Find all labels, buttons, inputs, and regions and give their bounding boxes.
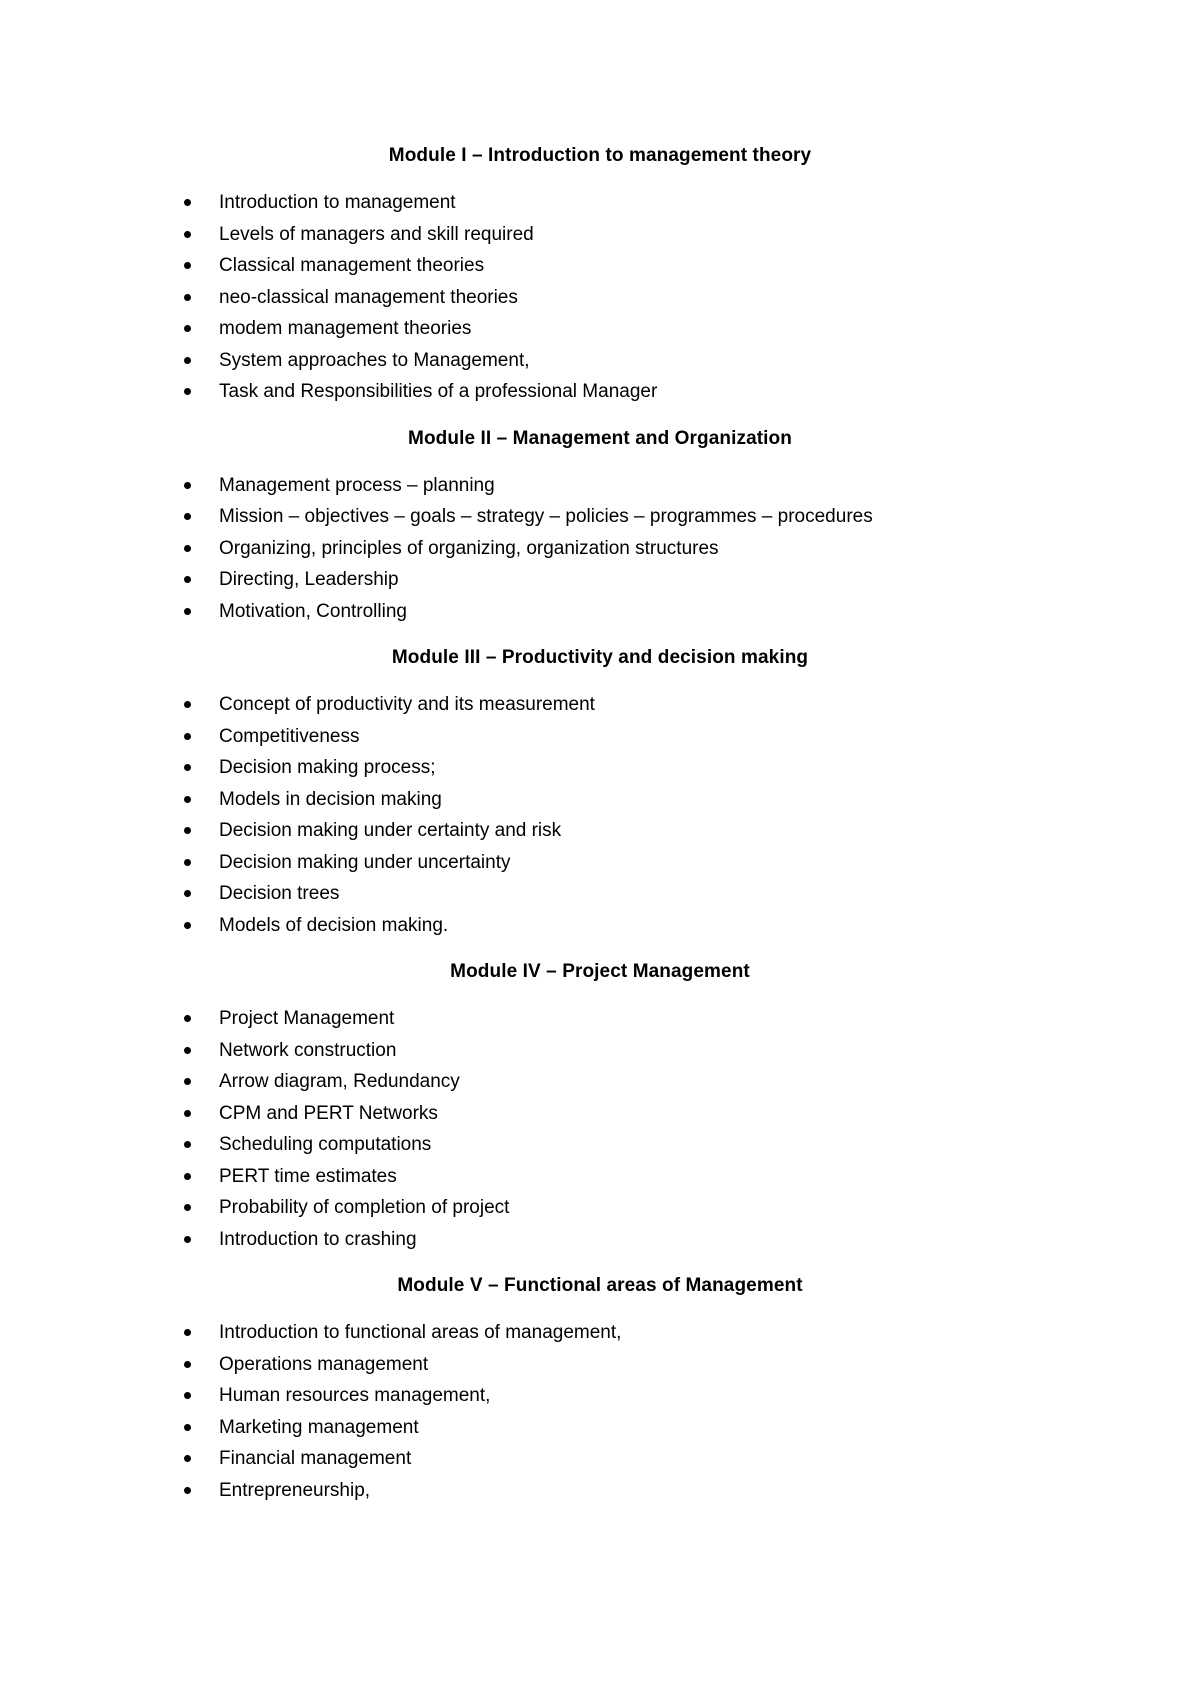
bullet-icon [184, 576, 191, 583]
list-item-text: Motivation, Controlling [219, 600, 407, 622]
list-item-text: Models of decision making. [219, 914, 449, 936]
list-item [0, 1070, 1200, 1102]
bullet-icon [184, 388, 191, 395]
list-item-text: Scheduling computations [219, 1134, 432, 1155]
list-item [0, 191, 1200, 223]
list-item-text: Models in decision making [219, 788, 442, 810]
list-item-text: Entrepreneurship, [219, 1479, 371, 1501]
list-item-text: Decision making under uncertainty [219, 851, 511, 873]
list-item [0, 568, 1200, 600]
bullet-icon [184, 796, 191, 803]
list-item-text: Decision making process; [219, 757, 436, 778]
list-item [0, 882, 1200, 914]
module-section [0, 960, 1200, 1259]
list-item [0, 1228, 1200, 1260]
list-item-text: Directing, Leadership [219, 569, 399, 590]
list-item [0, 254, 1200, 286]
list-item [0, 380, 1200, 412]
bullet-icon [184, 1204, 191, 1211]
list-item-text: Task and Responsibilities of a professional Manager [219, 381, 658, 402]
module-section [0, 1274, 1200, 1510]
bullet-icon [184, 1047, 191, 1054]
bullet-icon [184, 294, 191, 301]
list-item-text: Introduction to crashing [219, 1228, 417, 1250]
list-item [0, 725, 1200, 757]
list-item-text: Management process – planning [219, 474, 495, 496]
bullet-icon [184, 1361, 191, 1368]
bullet-icon [184, 827, 191, 834]
bullet-icon [184, 1455, 191, 1462]
module-section [0, 144, 1200, 412]
list-item-text: Decision trees [219, 883, 340, 904]
bullet-icon [184, 1141, 191, 1148]
list-item-text: PERT time estimates [219, 1165, 397, 1187]
bullet-icon [184, 608, 191, 615]
list-item [0, 600, 1200, 632]
list-item [0, 1102, 1200, 1134]
bullet-icon [184, 859, 191, 866]
list-item-text: Levels of managers and skill required [219, 223, 534, 245]
list-item [0, 537, 1200, 569]
bullet-icon [184, 1173, 191, 1180]
list-item [0, 317, 1200, 349]
bullet-icon [184, 733, 191, 740]
bullet-icon [184, 1078, 191, 1085]
bullet-icon [184, 1329, 191, 1336]
list-item [0, 693, 1200, 725]
bullet-icon [184, 545, 191, 552]
bullet-icon [184, 1236, 191, 1243]
bullet-icon [184, 262, 191, 269]
syllabus-content [0, 144, 1200, 1510]
bullet-icon [184, 199, 191, 206]
list-item [0, 788, 1200, 820]
list-item-text: Mission – objectives – goals – strategy – policies – programmes – procedures [219, 506, 873, 527]
list-item-text: Probability of completion of project [219, 1197, 510, 1218]
list-item [0, 349, 1200, 381]
list-item-text: Organizing, principles of organizing, organization structures [219, 537, 719, 559]
list-item-text: Human resources management, [219, 1385, 491, 1406]
list-item [0, 1039, 1200, 1071]
list-item [0, 1353, 1200, 1385]
list-item [0, 756, 1200, 788]
list-item [0, 1321, 1200, 1353]
topic-list [0, 1321, 1200, 1510]
list-item-text: Competitiveness [219, 725, 360, 747]
list-item [0, 819, 1200, 851]
list-item [0, 1479, 1200, 1511]
list-item [0, 1007, 1200, 1039]
list-item-text: Marketing management [219, 1416, 419, 1438]
topic-list [0, 474, 1200, 632]
bullet-icon [184, 325, 191, 332]
list-item-text: Operations management [219, 1353, 429, 1375]
list-item [0, 505, 1200, 537]
bullet-icon [184, 482, 191, 489]
list-item-text: CPM and PERT Networks [219, 1102, 438, 1124]
topic-list [0, 191, 1200, 412]
list-item [0, 1165, 1200, 1197]
module-section [0, 646, 1200, 945]
bullet-icon [184, 231, 191, 238]
module-heading: Module III – Productivity and decision making [391, 647, 809, 668]
list-item [0, 1416, 1200, 1448]
topic-list [0, 1007, 1200, 1259]
bullet-icon [184, 1015, 191, 1022]
bullet-icon [184, 890, 191, 897]
list-item-text: modem management theories [219, 318, 472, 339]
list-item-text: Network construction [219, 1039, 397, 1061]
list-item [0, 474, 1200, 506]
bullet-icon [184, 1424, 191, 1431]
list-item [0, 1447, 1200, 1479]
bullet-icon [184, 357, 191, 364]
bullet-icon [184, 701, 191, 708]
list-item-text: Financial management [219, 1448, 412, 1469]
module-section [0, 427, 1200, 632]
list-item-text: Arrow diagram, Redundancy [219, 1071, 460, 1092]
list-item-text: System approaches to Management, [219, 349, 530, 371]
list-item [0, 851, 1200, 883]
list-item [0, 914, 1200, 946]
bullet-icon [184, 922, 191, 929]
bullet-icon [184, 1487, 191, 1494]
list-item-text: Concept of productivity and its measurement [219, 694, 595, 715]
list-item [0, 1384, 1200, 1416]
list-item-text: Introduction to functional areas of management, [219, 1322, 622, 1343]
list-item-text: Introduction to management [219, 192, 456, 213]
list-item [0, 1133, 1200, 1165]
list-item-text: Decision making under certainty and risk [219, 820, 562, 841]
list-item-text: Classical management theories [219, 255, 485, 276]
module-heading: Module I – Introduction to management theory [388, 145, 812, 166]
bullet-icon [184, 1392, 191, 1399]
list-item [0, 223, 1200, 255]
topic-list [0, 693, 1200, 945]
module-heading: Module IV – Project Management [450, 961, 750, 982]
bullet-icon [184, 764, 191, 771]
bullet-icon [184, 513, 191, 520]
list-item [0, 1196, 1200, 1228]
list-item-text: neo-classical management theories [219, 286, 518, 308]
bullet-icon [184, 1110, 191, 1117]
list-item-text: Project Management [219, 1008, 395, 1029]
list-item [0, 286, 1200, 318]
module-heading: Module V – Functional areas of Management [397, 1275, 803, 1296]
module-heading: Module II – Management and Organization [408, 427, 792, 449]
